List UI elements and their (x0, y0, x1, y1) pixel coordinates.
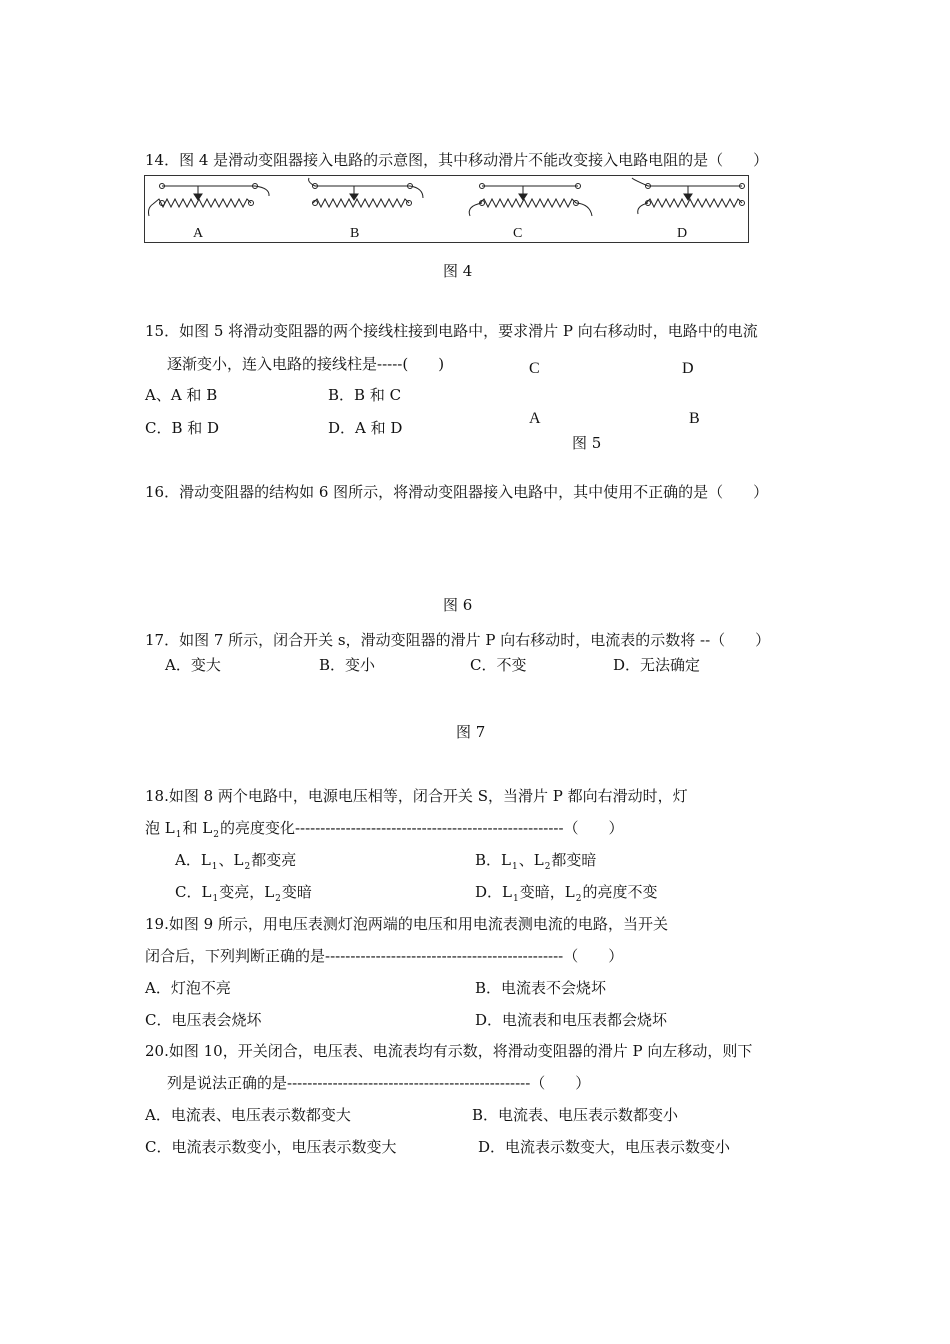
rheostat-diagrams (145, 176, 750, 244)
figure-5-label-c: C (529, 360, 540, 377)
q19-option-b: B．电流表不会烧坏 (475, 979, 607, 997)
q18-option-d: D．$L_1$变暗，$L_2$的亮度不变 (475, 883, 658, 904)
q20-text-line2: 列是说法正确的是------------------------------------------------（ ） (167, 1074, 591, 1092)
q18-text-line2: 泡 $L_1$和 $L_2$的亮度变化-----------------------------------------------------（ ） (145, 819, 624, 840)
q18-option-b: B．$L_1$、$L_2$都变暗 (475, 851, 597, 872)
q19-text-line2: 闭合后，下列判断正确的是-----------------------------------------------（ ） (145, 947, 624, 965)
q14-option-b: B (350, 226, 360, 241)
q15-text-line1: 15．如图 5 将滑动变阻器的两个接线柱接到电路中，要求滑片 P 向右移动时，电路中的电流 (145, 322, 758, 340)
q14-option-a: A (193, 226, 204, 241)
q17-text: 17．如图 7 所示，闭合开关 s，滑动变阻器的滑片 P 向右移动时，电流表的示数将 --（ ） (145, 631, 771, 649)
q17-option-c: C．不变 (470, 656, 527, 674)
q17-option-b: B．变小 (319, 656, 376, 674)
q20-option-d: D．电流表示数变大，电压表示数变小 (478, 1138, 731, 1156)
q14-option-c: C (513, 226, 523, 241)
figure-4-rheostats (144, 175, 749, 243)
q18-option-a: A．$L_1$、$L_2$都变亮 (175, 851, 297, 872)
figure-5-caption: 图 5 (572, 434, 602, 452)
q17-option-d: D．无法确定 (613, 656, 701, 674)
figure-7-caption: 图 7 (456, 723, 486, 741)
q19-option-c: C．电压表会烧坏 (145, 1011, 262, 1029)
q18-text-line1: 18.如图 8 两个电路中，电源电压相等，闭合开关 S，当滑片 P 都向右滑动时，灯 (145, 787, 688, 805)
q16-text: 16．滑动变阻器的结构如 6 图所示，将滑动变阻器接入电路中，其中使用不正确的是（ ） (145, 483, 769, 501)
q15-option-c: C．B 和 D (145, 419, 220, 437)
q18-option-c: C．$L_1$变亮，$L_2$变暗 (175, 883, 312, 904)
q15-option-a: A、A 和 B (145, 386, 218, 404)
q17-option-a: A．变大 (165, 656, 221, 674)
figure-4-caption: 图 4 (443, 262, 473, 280)
q19-option-d: D．电流表和电压表都会烧坏 (475, 1011, 668, 1029)
q15-option-d: D．A 和 D (328, 419, 403, 437)
q15-option-b: B．B 和 C (328, 386, 402, 404)
q20-option-a: A．电流表、电压表示数都变大 (145, 1106, 351, 1124)
q20-text-line1: 20.如图 10，开关闭合，电压表、电流表均有示数，将滑动变阻器的滑片 P 向左移动，则下 (145, 1042, 753, 1060)
figure-5-label-a: A (529, 410, 541, 427)
q19-text-line1: 19.如图 9 所示，用电压表测灯泡两端的电压和用电流表测电流的电路，当开关 (145, 915, 668, 933)
figure-6-caption: 图 6 (443, 596, 473, 614)
q14-text: 14．图 4 是滑动变阻器接入电路的示意图，其中移动滑片不能改变接入电路电阻的是（ ） (145, 151, 769, 169)
figure-5-label-b: B (689, 410, 700, 427)
q19-option-a: A．灯泡不亮 (145, 979, 231, 997)
figure-5-label-d: D (682, 360, 694, 377)
q14-option-d: D (677, 226, 688, 241)
q20-option-c: C．电流表示数变小，电压表示数变大 (145, 1138, 397, 1156)
q20-option-b: B．电流表、电压表示数都变小 (472, 1106, 679, 1124)
q15-text-line2: 逐渐变小，连入电路的接线柱是-----( ) (167, 355, 445, 373)
